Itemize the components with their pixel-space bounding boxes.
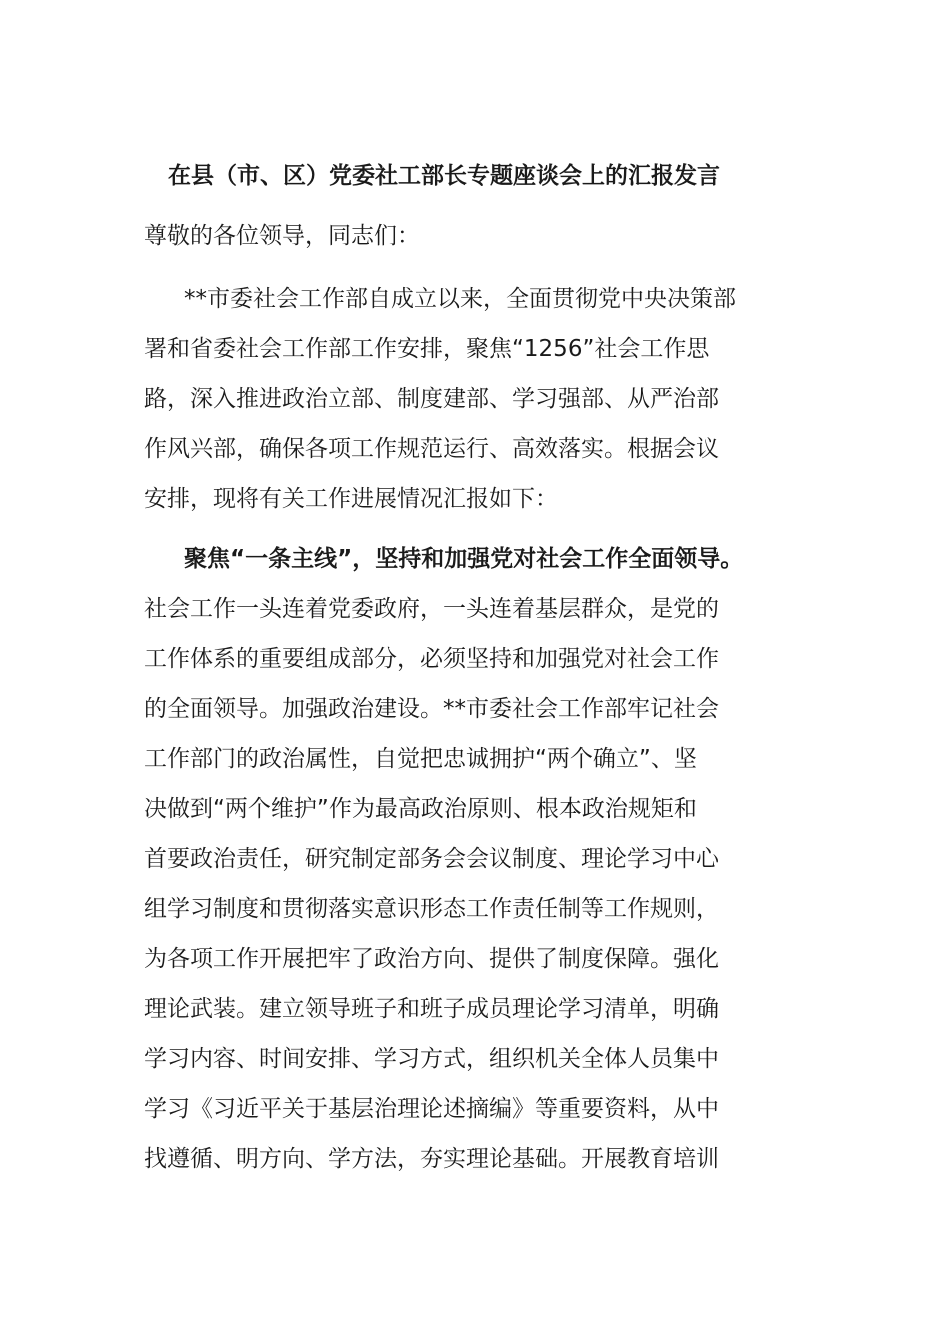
paragraph-line: **市委社会工作部自成立以来，全面贯彻党中央决策部 <box>184 286 736 312</box>
paragraph-line: 署和省委社会工作部工作安排，聚焦“1256”社会工作思 <box>144 336 710 362</box>
paragraph-line: 安排，现将有关工作进展情况汇报如下： <box>144 486 558 512</box>
paragraph-intro <box>144 274 844 524</box>
paragraph-line: 理论武装。建立领导班子和班子成员理论学习清单，明确 <box>144 996 719 1022</box>
paragraph-line: 组学习制度和贯彻落实意识形态工作责任制等工作规则， <box>144 896 719 922</box>
paragraph-line: 社会工作一头连着党委政府，一头连着基层群众，是党的 <box>144 596 719 622</box>
paragraph-line: 找遵循、明方向、学方法，夯实理论基础。开展教育培训 <box>144 1146 719 1172</box>
paragraph-line: 作风兴部，确保各项工作规范运行、高效落实。根据会议 <box>144 436 719 462</box>
paragraph-line: 学习《习近平关于基层治理论述摘编》等重要资料，从中 <box>144 1096 719 1122</box>
paragraph-section-1 <box>144 534 844 1184</box>
section-heading: 聚焦“一条主线”，坚持和加强党对社会工作全面领导。 <box>184 546 744 572</box>
paragraph-line: 首要政治责任，研究制定部务会会议制度、理论学习中心 <box>144 846 719 872</box>
salutation: 尊敬的各位领导，同志们： <box>144 223 420 249</box>
paragraph-line: 工作部门的政治属性，自觉把忠诚拥护“两个确立”、坚 <box>144 746 697 772</box>
paragraph-line: 的全面领导。加强政治建设。**市委社会工作部牢记社会 <box>144 696 719 722</box>
paragraph-line: 决做到“两个维护”作为最高政治原则、根本政治规矩和 <box>144 796 697 822</box>
paragraph-line: 学习内容、时间安排、学习方式，组织机关全体人员集中 <box>144 1046 719 1072</box>
paragraph-line: 工作体系的重要组成部分，必须坚持和加强党对社会工作 <box>144 646 719 672</box>
paragraph-line: 为各项工作开展把牢了政治方向、提供了制度保障。强化 <box>144 946 719 972</box>
document-title: 在县（市、区）党委社工部长专题座谈会上的汇报发言 <box>168 163 720 189</box>
paragraph-line: 路，深入推进政治立部、制度建部、学习强部、从严治部 <box>144 386 719 412</box>
